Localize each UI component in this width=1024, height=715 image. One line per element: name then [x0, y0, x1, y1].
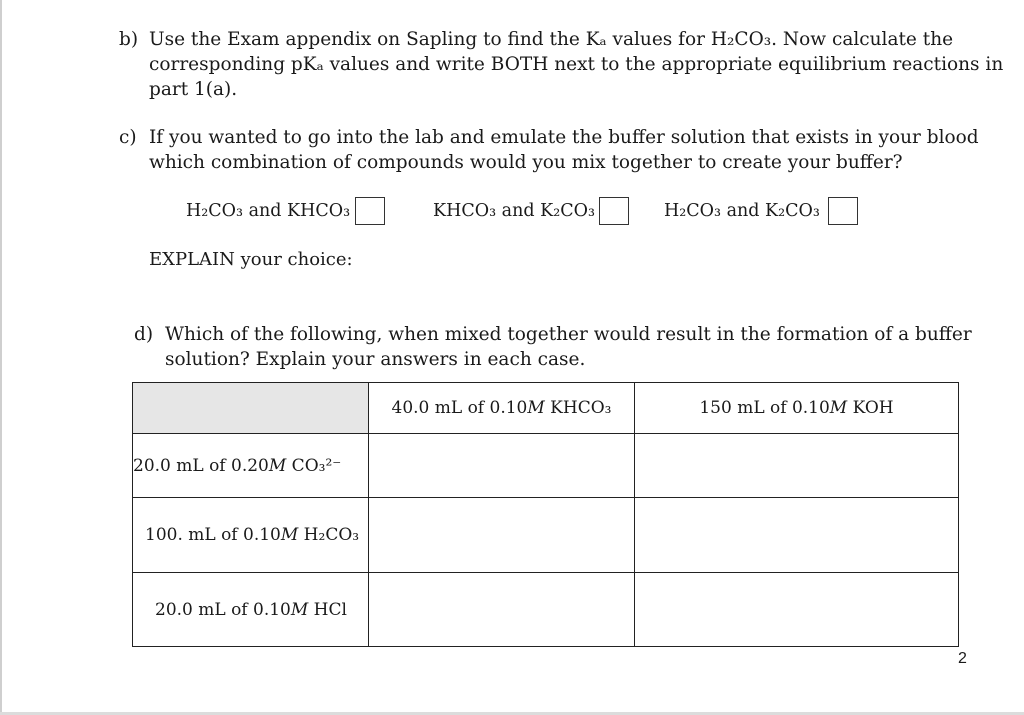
answer-cell-r2-c2[interactable] [635, 498, 959, 573]
question-b-line-1: Use the Exam appendix on Sapling to find the Kₐ values for H₂CO₃. Now calculate the [149, 29, 954, 50]
question-c-line-1: If you wanted to go into the lab and emulate the buffer solution that exists in your blood [149, 127, 979, 148]
question-d-label: d) [134, 324, 154, 345]
choice-2-checkbox[interactable] [599, 197, 629, 225]
row-header-carbonic-acid: 100. mL of 0.10M H₂CO₃ [133, 498, 369, 573]
table-row [133, 434, 959, 498]
table-corner-cell [133, 383, 369, 434]
choice-3-checkbox[interactable] [828, 197, 858, 225]
answer-cell-r3-c2[interactable] [635, 573, 959, 647]
table-row [133, 498, 959, 573]
choice-3-label: H₂CO₃ and K₂CO₃ [664, 201, 820, 221]
answer-cell-r3-c1[interactable] [369, 573, 635, 647]
question-d-line-1: Which of the following, when mixed together would result in the formation of a buffer [165, 324, 972, 345]
explain-prompt: EXPLAIN your choice: [149, 249, 353, 270]
row-header-hcl: 20.0 mL of 0.10M HCl [133, 573, 369, 647]
row-header-carbonate: 20.0 mL of 0.20M CO₃²⁻ [133, 434, 369, 498]
page-number: 2 [958, 650, 967, 667]
column-header-khco3: 40.0 mL of 0.10M KHCO₃ [369, 383, 635, 434]
table-header-row [133, 383, 959, 434]
answer-cell-r2-c1[interactable] [369, 498, 635, 573]
choice-2-label: KHCO₃ and K₂CO₃ [433, 201, 595, 221]
buffer-table [132, 382, 959, 647]
question-c-label: c) [119, 127, 137, 148]
question-b-line-2: corresponding pKₐ values and write BOTH next to the appropriate equilibrium reactions in [149, 54, 1004, 75]
table-row [133, 573, 959, 647]
question-c-line-2: which combination of compounds would you mix together to create your buffer? [149, 152, 903, 173]
choice-1-checkbox[interactable] [355, 197, 385, 225]
question-d-line-2: solution? Explain your answers in each case. [165, 349, 586, 370]
question-b-label: b) [119, 29, 139, 50]
question-b-line-3: part 1(a). [149, 79, 238, 100]
choice-1-label: H₂CO₃ and KHCO₃ [186, 201, 351, 221]
answer-cell-r1-c1[interactable] [369, 434, 635, 498]
answer-cell-r1-c2[interactable] [635, 434, 959, 498]
page-left-edge [0, 0, 2, 715]
column-header-koh: 150 mL of 0.10M KOH [635, 383, 959, 434]
